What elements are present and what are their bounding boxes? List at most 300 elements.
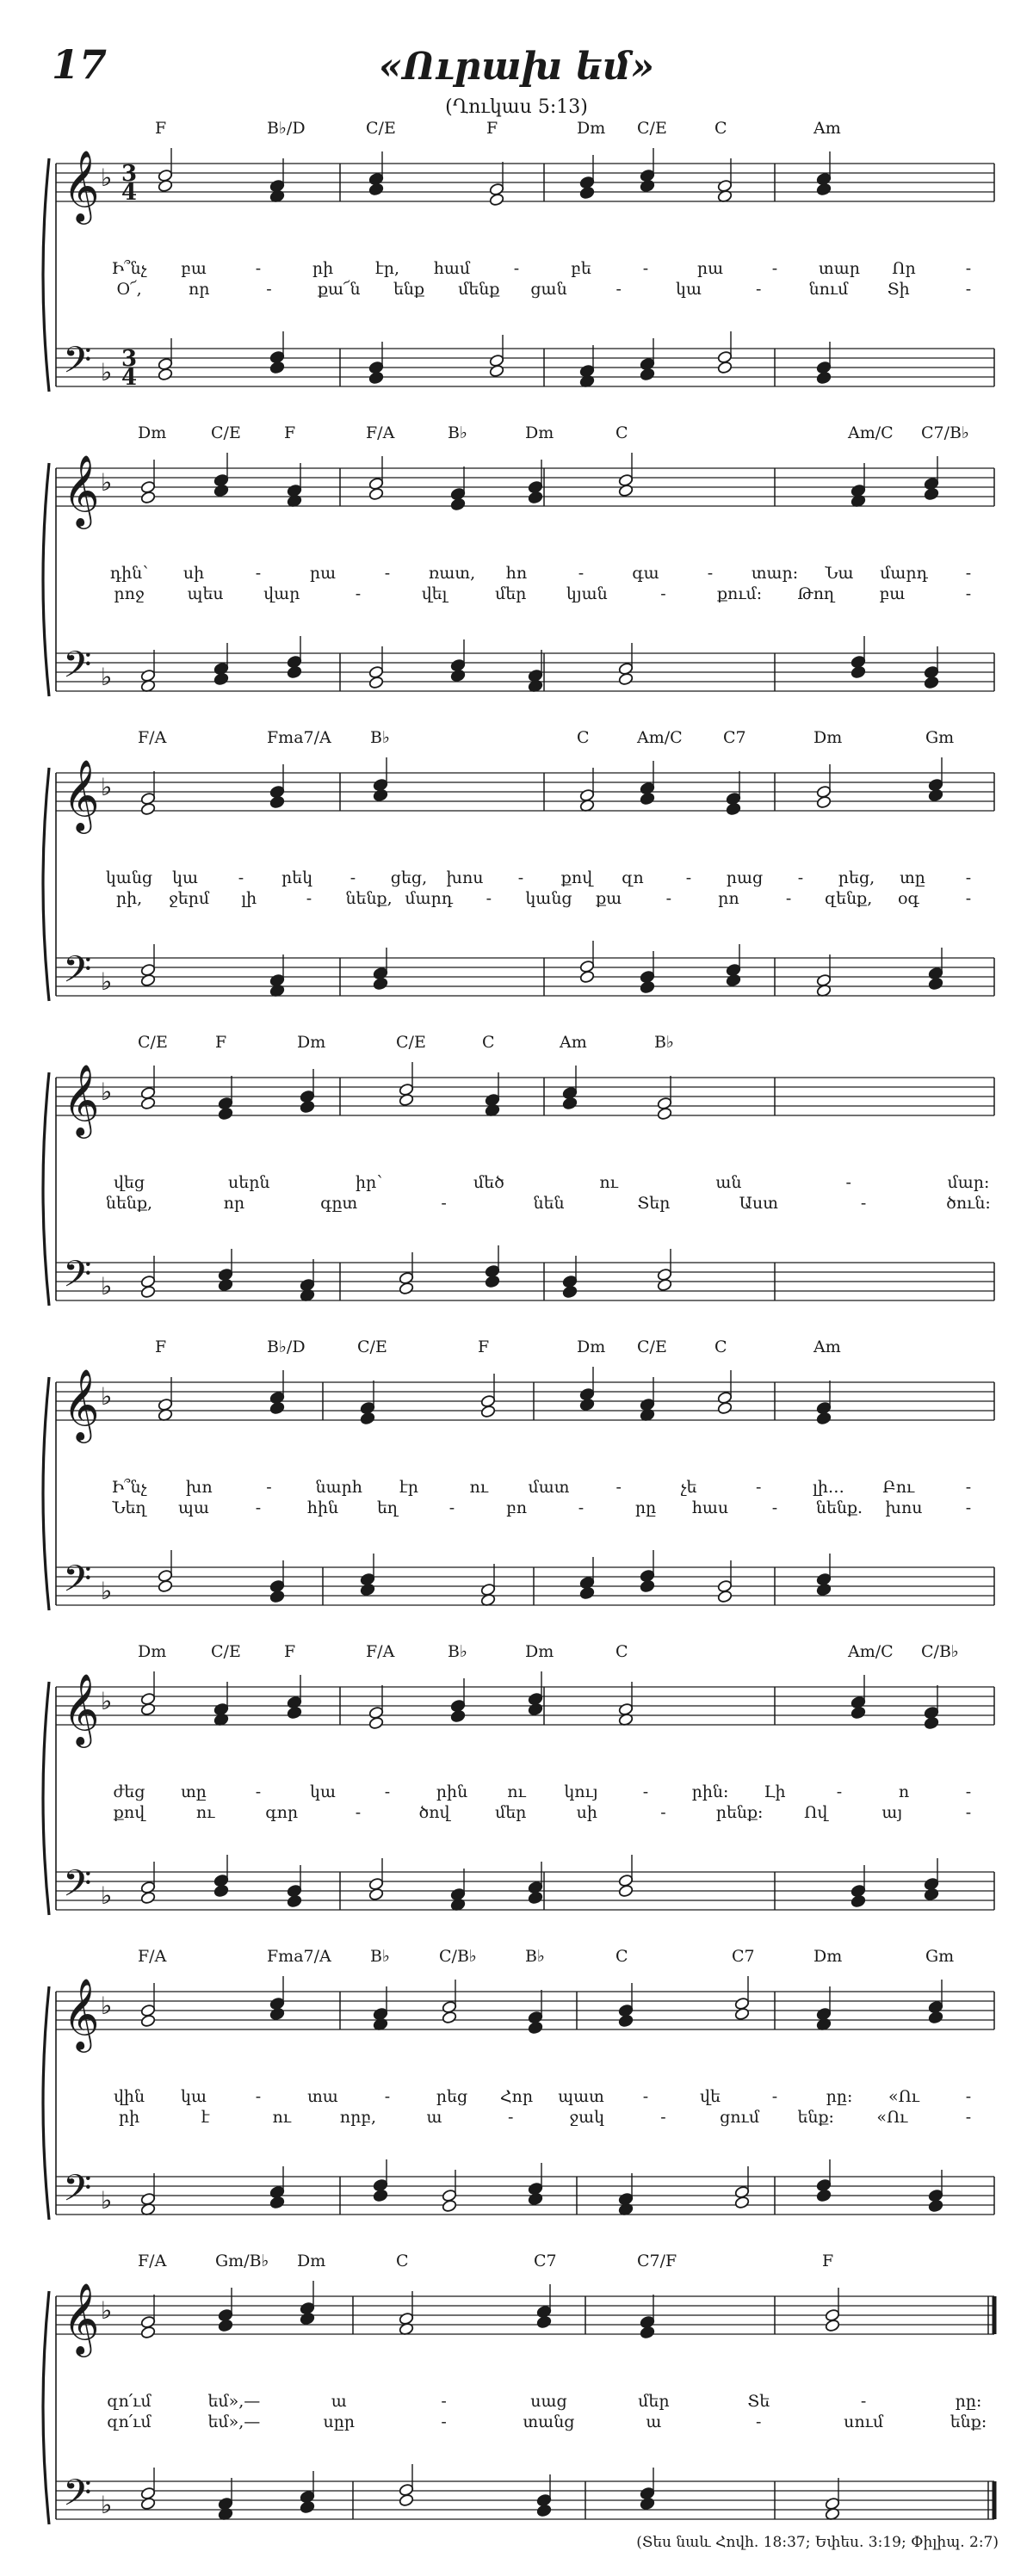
note-head (640, 792, 655, 806)
chord-symbol: Dm (138, 1642, 167, 1661)
lyric-verse-2: զենք, (825, 889, 873, 908)
lyric-verse-2: քա՜ն (317, 280, 361, 299)
note-head (928, 2011, 943, 2024)
lyric-verse-2: նենք. (815, 1498, 863, 1517)
lyric-verse-1: - (771, 2087, 778, 2106)
note-head (924, 487, 939, 501)
bass-clef: 𝄢 (63, 2472, 92, 2523)
note-head (657, 1278, 672, 1292)
chord-symbol: B♭ (370, 1947, 390, 1966)
lyric-verse-1: րը: (955, 2392, 982, 2411)
lyric-verse-2: - (965, 584, 972, 603)
lyric-verse-2: է (201, 2108, 210, 2127)
lyric-verse-1: ա (331, 2392, 347, 2411)
lyric-verse-2: զո՛ւմ (107, 2412, 152, 2431)
lyric-verse-1: մարդ (880, 564, 928, 583)
note-head (158, 1579, 173, 1593)
lyric-verse-2: - (965, 889, 972, 908)
treble-clef: 𝄞 (63, 1977, 100, 2049)
note-head (368, 371, 384, 385)
lyric-verse-2: ենք: (797, 2108, 834, 2127)
lyric-verse-1: բե (571, 259, 591, 278)
note-head (726, 973, 741, 987)
lyric-verse-2: նենք, (345, 889, 393, 908)
lyric-verse-2: - (965, 1803, 972, 1822)
lyric-verse-2: որ (223, 1194, 245, 1213)
lyric-verse-1: - (845, 1173, 851, 1192)
chord-symbol: Dm (577, 1337, 606, 1356)
lyric-verse-2: քա (596, 889, 622, 908)
note-head (816, 1583, 832, 1597)
key-signature-flat: ♭ (101, 1687, 113, 1715)
note-head (816, 371, 832, 385)
lyric-verse-1: - (965, 2087, 972, 2106)
system-bracket (43, 1377, 49, 1610)
lyric-verse-2: րը (634, 1498, 657, 1517)
lyric-verse-1: եմ»,— (207, 2392, 261, 2411)
lyric-verse-2: քում: (716, 584, 763, 603)
treble-clef: 𝄞 (63, 454, 100, 526)
note-head (717, 1401, 733, 1415)
lyric-verse-1: բա (181, 259, 207, 278)
lyric-verse-2: Նեղ (112, 1498, 146, 1517)
lyric-verse-1: տար (819, 259, 860, 278)
lyric-verse-1: չե (680, 1478, 697, 1497)
lyric-verse-1: - (797, 868, 804, 887)
lyric-verse-1: խո (185, 1478, 213, 1497)
note-head (140, 2326, 156, 2339)
lyric-verse-1: մար: (947, 1173, 990, 1192)
chord-symbol: Gm (925, 728, 955, 747)
lyric-verse-2: րի, (115, 889, 143, 908)
lyric-verse-1: - (965, 1782, 972, 1801)
note-head (269, 2007, 285, 2021)
note-head (158, 368, 173, 381)
chord-symbol: C (615, 423, 628, 442)
note-head (640, 179, 655, 193)
note-head (269, 361, 285, 374)
key-signature-flat: ♭ (101, 967, 113, 996)
lyric-verse-2: նեն (533, 1194, 565, 1213)
chord-symbol: C7 (732, 1947, 755, 1966)
note-head (218, 1278, 233, 1292)
bass-clef: 𝄢 (63, 339, 92, 391)
note-head (562, 1285, 578, 1299)
lyric-verse-2: - (355, 1803, 362, 1822)
note-head (816, 795, 832, 809)
lyric-verse-1: րի (312, 259, 334, 278)
system-bracket (43, 158, 49, 392)
lyric-verse-1: տար: (751, 564, 799, 583)
treble-clef: 𝄞 (63, 758, 100, 831)
chord-symbol: Dm (297, 1033, 326, 1052)
note-head (450, 1709, 466, 1723)
lyric-verse-1: քով (560, 868, 593, 887)
system-bracket (43, 768, 49, 1001)
lyric-verse-1: խոս (446, 868, 484, 887)
lyric-verse-2: հին (306, 1498, 339, 1517)
key-signature-flat: ♭ (101, 358, 113, 386)
note-head (816, 2189, 832, 2202)
chord-symbol: F/A (366, 1642, 395, 1661)
chord-symbol: F/A (366, 423, 395, 442)
chord-symbol: C/E (138, 1033, 168, 1052)
lyric-verse-2: բա (879, 584, 906, 603)
treble-clef: 𝄞 (63, 1672, 100, 1745)
lyric-verse-2: գոր (265, 1803, 299, 1822)
lyric-verse-2: պա (178, 1498, 209, 1517)
treble-clef: 𝄞 (63, 1368, 100, 1440)
lyric-verse-2: նենք, (105, 1194, 153, 1213)
system-bracket (43, 463, 49, 696)
chord-symbol: C7 (534, 2252, 557, 2270)
note-head (360, 1412, 375, 1425)
note-head (368, 1887, 384, 1901)
lyric-verse-1: վին (113, 2087, 145, 2106)
note-head (450, 497, 466, 511)
chord-symbol: B♭ (654, 1033, 674, 1052)
lyric-verse-1: կա (181, 2087, 207, 2106)
lyric-verse-2: ծով (418, 1803, 450, 1822)
chord-symbol: F (155, 1337, 167, 1356)
note-head (924, 1716, 939, 1730)
lyric-verse-1: - (860, 2392, 867, 2411)
chord-symbol: Fma7/A (267, 1947, 331, 1966)
note-head (618, 2014, 634, 2028)
lyric-verse-2: - (860, 1194, 867, 1213)
lyric-verse-2: մարդ (405, 889, 454, 908)
lyric-verse-2: բո (505, 1498, 528, 1517)
note-head (816, 182, 832, 196)
lyric-verse-1: Լի (764, 1782, 786, 1801)
chord-symbol: B♭ (448, 1642, 467, 1661)
system-bracket (43, 1072, 49, 1306)
lyric-verse-1: - (255, 564, 262, 583)
lyric-verse-1: հո (505, 564, 528, 583)
lyric-verse-2: ցան (530, 280, 567, 299)
lyric-verse-2: - (615, 280, 622, 299)
time-signature-top: 3 (121, 161, 138, 187)
note-head (213, 1884, 229, 1898)
chord-symbol: F (155, 119, 167, 138)
chord-symbol: F/A (138, 2252, 167, 2270)
lyric-verse-2: պես (187, 584, 224, 603)
lyric-verse-1: - (441, 2392, 447, 2411)
note-head (528, 2021, 543, 2035)
lyric-verse-1: վե (700, 2087, 721, 2106)
lyric-verse-1: - (578, 564, 585, 583)
lyric-verse-1: - (965, 564, 972, 583)
chord-symbol: C (482, 1033, 495, 1052)
system-bracket (43, 2291, 49, 2524)
lyric-verse-1: էր (399, 1478, 418, 1497)
note-head (399, 1282, 414, 1295)
lyric-verse-2: ցում (720, 2108, 760, 2127)
chord-symbol: Am/C (848, 423, 894, 442)
note-head (657, 1107, 672, 1121)
lyric-verse-1: րեկ (281, 868, 313, 887)
note-head (269, 795, 285, 809)
lyric-verse-1: ու (469, 1478, 489, 1497)
note-head (618, 672, 634, 686)
key-signature-flat: ♭ (101, 1382, 113, 1411)
key-signature-flat: ♭ (101, 1078, 113, 1106)
note-head (140, 2497, 156, 2511)
lyric-verse-2: հաս (691, 1498, 729, 1517)
chord-symbol: F (284, 423, 296, 442)
note-head (480, 1405, 496, 1418)
note-head (528, 1702, 543, 1716)
note-head (489, 364, 504, 378)
lyric-verse-1: Ի՞նչ (111, 1478, 147, 1497)
chord-symbol: F (822, 2252, 834, 2270)
key-signature-flat: ♭ (101, 1881, 113, 1910)
chord-symbol: Am/C (637, 728, 683, 747)
lyric-verse-2: ծուն: (946, 1194, 991, 1213)
note-head (140, 1702, 156, 1716)
lyric-verse-2: մեր (494, 1803, 527, 1822)
treble-clef: 𝄞 (63, 2282, 100, 2354)
lyric-verse-2: ջերմ (169, 889, 210, 908)
lyric-verse-1: Տե (747, 2392, 770, 2411)
chord-symbol: C/E (357, 1337, 387, 1356)
chord-symbol: F (478, 1337, 490, 1356)
note-head (399, 1093, 414, 1107)
lyric-verse-2: - (507, 2108, 514, 2127)
chord-symbol: C/E (211, 423, 241, 442)
lyric-verse-2: Տի (887, 280, 910, 299)
chord-symbol: C/E (211, 1642, 241, 1661)
note-head (300, 2500, 315, 2514)
lyric-verse-1: րաց (726, 868, 764, 887)
chord-symbol: Am (560, 1033, 587, 1052)
note-head (640, 2497, 655, 2511)
lyric-verse-1: կույ (564, 1782, 598, 1801)
chord-symbol: Gm (925, 1947, 955, 1966)
lyric-verse-2: - (255, 1498, 262, 1517)
lyric-verse-1: կա (310, 1782, 336, 1801)
lyric-verse-2: ու (272, 2108, 292, 2127)
lyric-verse-2: գըտ (320, 1194, 358, 1213)
lyric-verse-2: - (448, 1498, 455, 1517)
lyric-verse-2: - (441, 1194, 447, 1213)
note-head (373, 977, 388, 991)
note-head (851, 1894, 866, 1908)
lyric-verse-1: - (513, 259, 520, 278)
note-head (528, 2192, 543, 2206)
chord-symbol: C (615, 1947, 628, 1966)
bass-clef: 𝄢 (63, 1253, 92, 1305)
chord-symbol: Dm (813, 728, 843, 747)
key-signature-flat: ♭ (101, 1272, 113, 1300)
lyric-verse-2: - (578, 1498, 585, 1517)
note-head (717, 361, 733, 374)
chord-symbol: C (396, 2252, 409, 2270)
lyric-verse-2: - (266, 280, 272, 299)
lyric-verse-1: րին: (691, 1782, 729, 1801)
note-head (489, 193, 504, 207)
lyric-verse-2: վել (421, 584, 448, 603)
lyric-verse-2: - (965, 2108, 972, 2127)
lyric-verse-1: - (517, 868, 524, 887)
note-head (536, 2315, 552, 2329)
lyric-verse-1: վեց (113, 1173, 145, 1192)
lyric-verse-1: մատ (528, 1478, 570, 1497)
chord-symbol: F (215, 1033, 227, 1052)
lyric-verse-2: որ (188, 280, 210, 299)
lyric-verse-2: որբ, (339, 2108, 377, 2127)
chord-symbol: B♭ (448, 423, 467, 442)
lyric-verse-1: գա (632, 564, 659, 583)
note-head (536, 2504, 552, 2517)
lyric-verse-1: էր, (375, 259, 399, 278)
lyric-verse-1: - (384, 2087, 391, 2106)
note-head (618, 1884, 634, 1898)
lyric-verse-1: - (255, 2087, 262, 2106)
lyric-verse-1: ժեց (113, 1782, 145, 1801)
note-head (300, 2312, 315, 2326)
chord-symbol: C (577, 728, 590, 747)
bass-clef: 𝄢 (63, 644, 92, 695)
note-head (360, 1583, 375, 1597)
lyric-verse-2: - (771, 1498, 778, 1517)
chord-symbol: Dm (138, 423, 167, 442)
lyric-verse-2: Տեր (637, 1194, 671, 1213)
hymn-subtitle: (Ղուկաս 5:13) (445, 96, 588, 118)
lyric-verse-1: - (255, 1782, 262, 1801)
lyric-verse-1: ցեց, (390, 868, 428, 887)
lyric-verse-2: ենք (393, 280, 425, 299)
note-head (399, 2493, 414, 2507)
lyric-verse-2: սի (576, 1803, 597, 1822)
note-head (726, 802, 741, 816)
chord-symbol: B♭ (370, 728, 390, 747)
lyric-verse-1: րեց, (838, 868, 875, 887)
note-head (924, 1887, 939, 1901)
lyric-verse-1: րա (309, 564, 337, 583)
chord-symbol: C/B♭ (921, 1642, 959, 1661)
lyric-verse-1: ո (898, 1782, 910, 1801)
note-head (368, 676, 384, 689)
key-signature-flat: ♭ (101, 2491, 113, 2519)
lyric-verse-1: ան (715, 1173, 742, 1192)
lyric-verse-2: - (486, 889, 492, 908)
lyric-verse-1: - (707, 564, 714, 583)
lyric-verse-2: - (785, 889, 792, 908)
lyric-verse-2: եմ»,— (207, 2412, 261, 2431)
lyric-verse-1: - (642, 1782, 649, 1801)
chord-symbol: C7 (723, 728, 746, 747)
lyric-verse-1: տը (900, 868, 925, 887)
lyric-verse-2: խոս (885, 1498, 923, 1517)
key-signature-flat: ♭ (101, 1992, 113, 2020)
lyric-verse-1: - (771, 259, 778, 278)
lyric-verse-1: տա (307, 2087, 338, 2106)
lyric-verse-1: Հոր (499, 2087, 534, 2106)
lyric-verse-2: վար (263, 584, 300, 603)
lyric-verse-1: սերն (228, 1173, 270, 1192)
note-head (640, 980, 655, 994)
treble-clef: 𝄞 (63, 1063, 100, 1135)
note-head (816, 1412, 832, 1425)
lyric-verse-1: - (756, 1478, 762, 1497)
chord-symbol: F/A (138, 728, 167, 747)
bass-clef: 𝄢 (63, 2167, 92, 2219)
note-head (450, 669, 466, 683)
lyric-verse-1: սաց (530, 2392, 567, 2411)
note-head (269, 1590, 285, 1603)
note-head (213, 672, 229, 686)
key-signature-flat: ♭ (101, 1577, 113, 1605)
note-head (734, 2196, 750, 2209)
lyric-verse-1: - (685, 868, 692, 887)
lyric-verse-2: կյան (566, 584, 608, 603)
chord-symbol: C/E (396, 1033, 426, 1052)
chord-symbol: Dm (297, 2252, 326, 2270)
note-head (734, 2007, 750, 2021)
key-signature-flat: ♭ (101, 468, 113, 497)
lyric-verse-2: մեր (494, 584, 527, 603)
chord-symbol: C7/B♭ (921, 423, 969, 442)
lyric-verse-1: րը: (826, 2087, 853, 2106)
lyric-verse-2: ա (426, 2108, 442, 2127)
note-head (928, 977, 943, 991)
key-signature-flat: ♭ (101, 164, 113, 192)
lyric-verse-1: մեր (638, 2392, 670, 2411)
note-head (851, 665, 866, 679)
system-bracket (43, 1682, 49, 1915)
lyric-verse-1: սի (182, 564, 205, 583)
lyric-verse-1: զո (622, 868, 644, 887)
lyric-verse-1: իր՝ (355, 1173, 383, 1192)
lyric-verse-1: - (384, 1782, 391, 1801)
footer-scripture-reference: (Տես նաև Հովհ. 18:37; Եփես. 3:19; Փիլիպ. 2:7) (636, 2534, 999, 2551)
lyric-verse-1: պատ (558, 2087, 604, 2106)
note-head (442, 2199, 457, 2213)
bass-clef: 𝄢 (63, 1863, 92, 1914)
lyric-verse-1: կանց (105, 868, 153, 887)
lyric-verse-1: ու (507, 1782, 526, 1801)
note-head (300, 1100, 315, 1114)
lyric-verse-1: ռատ, (428, 564, 476, 583)
lyric-verse-1: դին՝ (109, 564, 149, 583)
note-head (579, 1398, 595, 1412)
lyric-verse-2: սում (844, 2412, 884, 2431)
lyric-verse-2: սըր (323, 2412, 356, 2431)
lyric-verse-1: «Ու (888, 2087, 919, 2106)
lyric-verse-1: րին (436, 1782, 468, 1801)
note-head (287, 665, 302, 679)
lyric-verse-2: րոջ (114, 584, 145, 603)
note-head (287, 1894, 302, 1908)
lyric-verse-1: մեծ (473, 1173, 504, 1192)
chord-symbol: Am (813, 119, 841, 138)
note-head (140, 1285, 156, 1299)
lyric-verse-1: - (384, 564, 391, 583)
chord-symbol: C/E (637, 119, 667, 138)
lyric-verse-2: - (965, 1498, 972, 1517)
chord-symbol: B♭ (525, 1947, 545, 1966)
note-head (442, 2011, 457, 2024)
lyric-verse-1: - (615, 1478, 622, 1497)
note-head (218, 2319, 233, 2332)
key-signature-flat: ♭ (101, 2296, 113, 2325)
note-head (640, 2326, 655, 2339)
lyric-verse-1: ու (599, 1173, 618, 1192)
system-bracket (43, 1986, 49, 2220)
chord-symbol: Am/C (848, 1642, 894, 1661)
lyric-verse-2: - (660, 1803, 666, 1822)
